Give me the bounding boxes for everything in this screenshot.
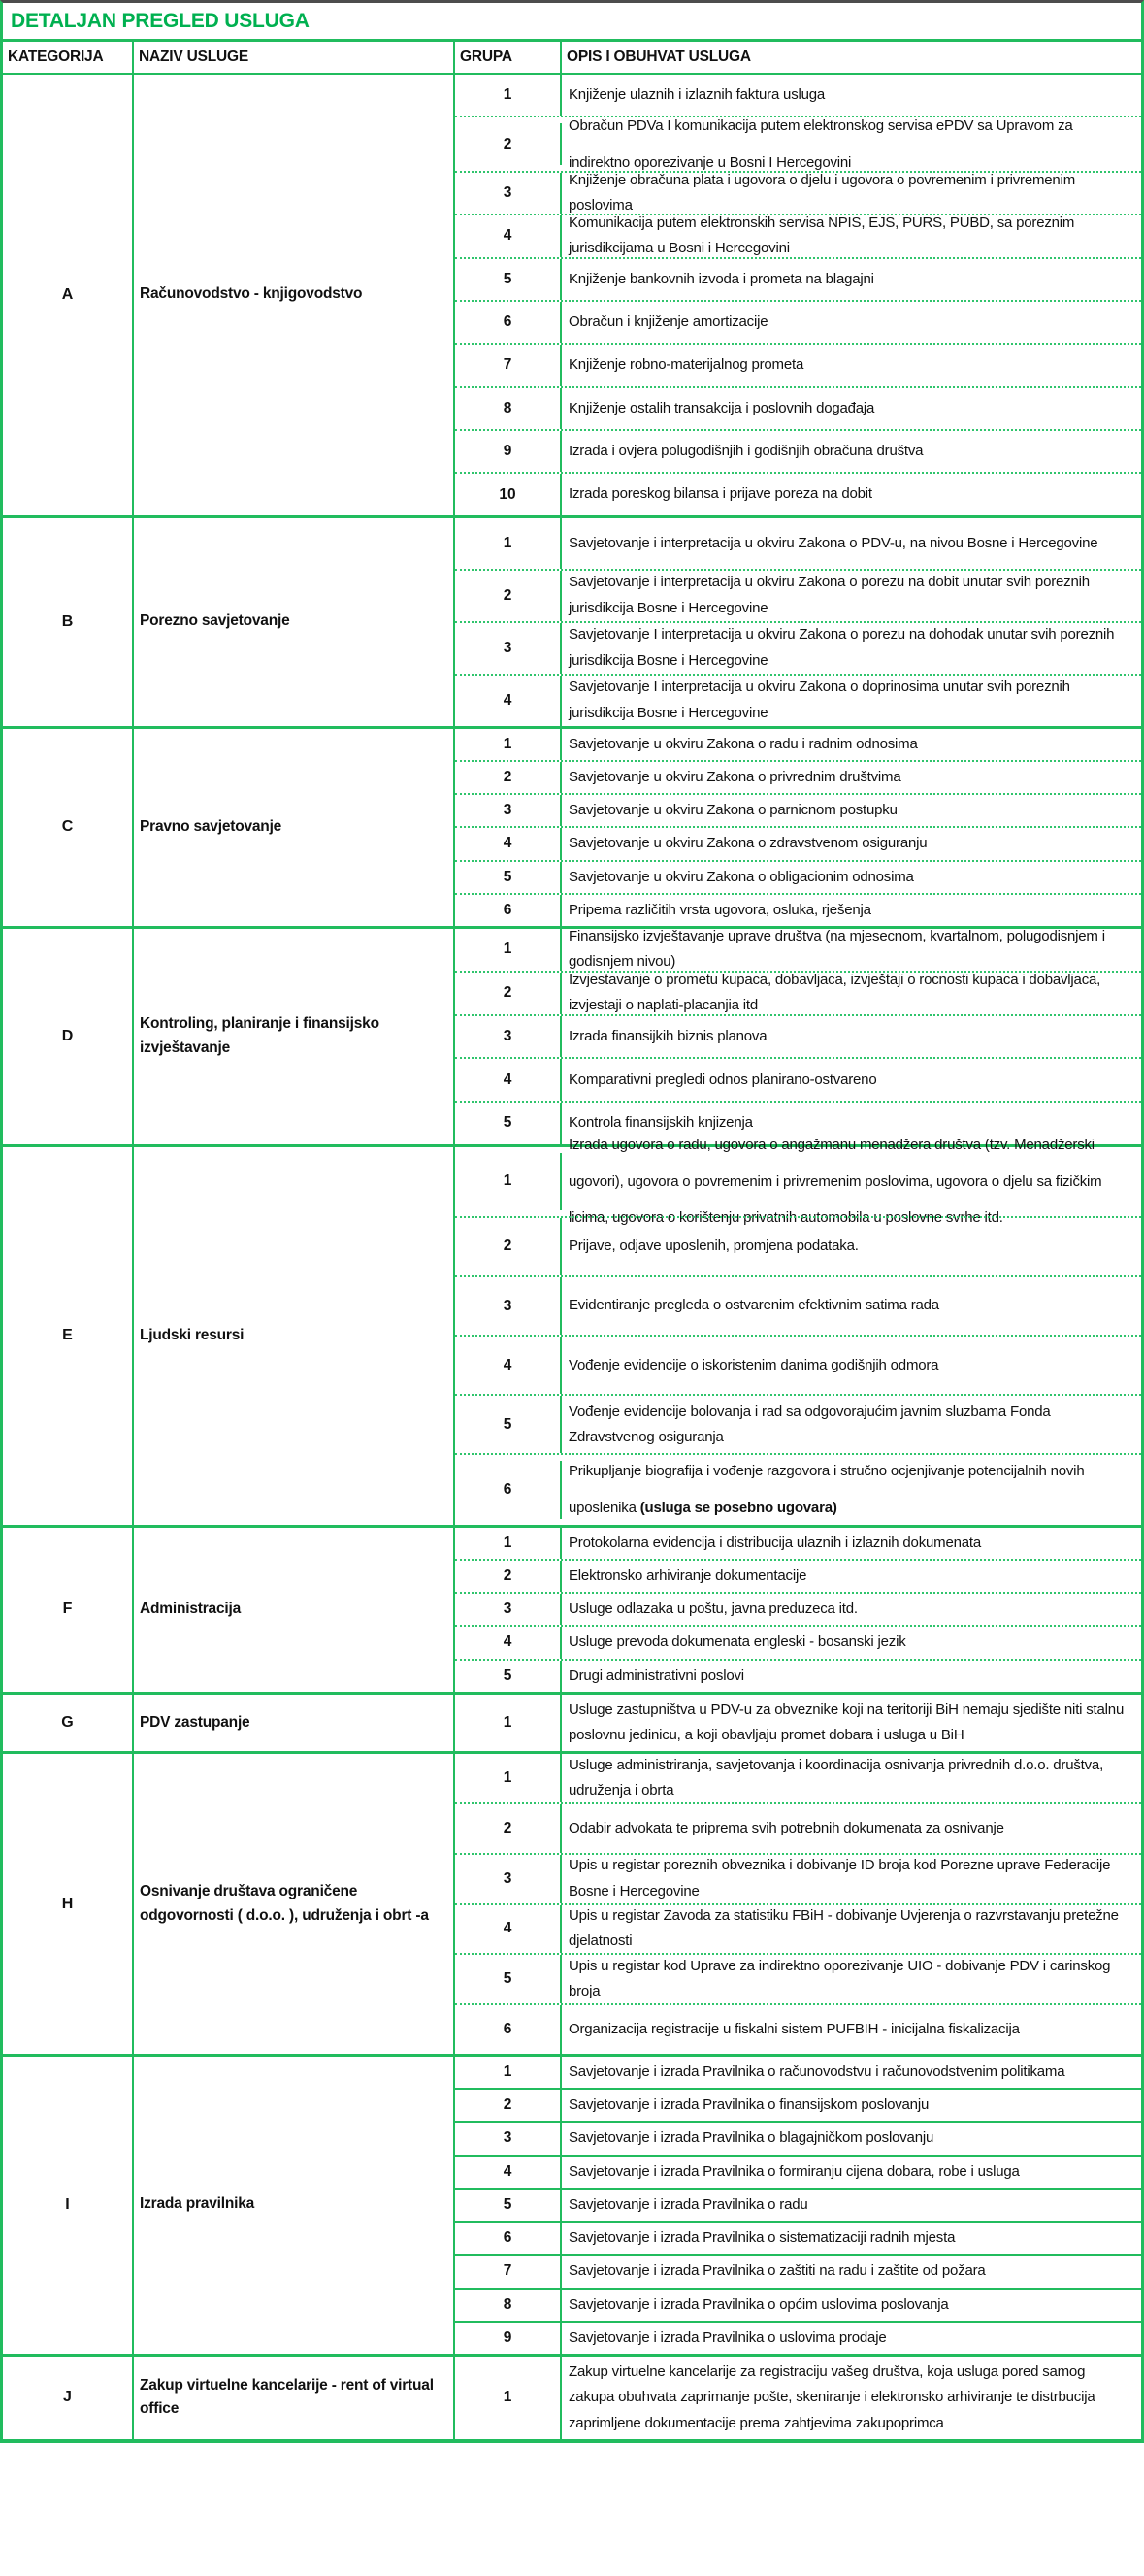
- table-row: [455, 1625, 1141, 1658]
- column-header-kategorija: KATEGORIJA: [3, 42, 134, 73]
- table-row: [455, 569, 1141, 621]
- description-text: Savjetovanje i izrada Pravilnika o računovodstvu i računovodstvenim politikama: [569, 2063, 1065, 2080]
- description-text: Prikupljanje biografija i vođenje razgovora i stručno ocjenjivanje potencijalnih novih uposlenika (usluga se posebno ugovara): [569, 1463, 1085, 1516]
- table-row: [455, 1853, 1141, 1903]
- group-number: 2: [455, 123, 562, 164]
- description-text: Kontrola finansijskih knjizenja: [569, 1114, 753, 1132]
- table-row: [455, 1057, 1141, 1101]
- description-text: Knjiženje obračuna plata i ugovora o djelu i ugovora o povremenim i privremenim poslovima: [569, 171, 1075, 214]
- service-description: [562, 117, 1141, 171]
- table-row: [455, 760, 1141, 793]
- service-description: [562, 302, 1141, 343]
- service-description: [562, 2256, 1141, 2287]
- group-number: 9: [455, 431, 562, 472]
- service-description: [562, 1137, 1141, 1227]
- description-text: Vođenje evidencije o iskoristenim danima godišnjih odmora: [569, 1356, 939, 1373]
- table-row: [455, 1592, 1141, 1625]
- service-description: [562, 1804, 1141, 1853]
- service-description: [562, 2005, 1141, 2054]
- description-text: Savjetovanje i izrada Pravilnika o sistematizaciji radnih mjesta: [569, 2229, 956, 2246]
- table-row: [455, 257, 1141, 300]
- table-row: [455, 1802, 1141, 1853]
- description-text: Obračun i knjiženje amortizacije: [569, 313, 768, 330]
- table-row: [455, 300, 1141, 343]
- service-description: [562, 828, 1141, 859]
- table-row: [455, 2121, 1141, 2154]
- group-number: 1: [455, 75, 562, 116]
- description-text: Savjetovanje I interpretacija u okviru Zakona o doprinosima unutar svih poreznih jurisdikcija Bosne i Hercegovine: [569, 678, 1070, 721]
- description-text: Izvjestavanje o prometu kupaca, dobavljaca, izvještaji o rocnosti kupaca i dobavljaca, izvjestaji o naplati-placanjia itd: [569, 971, 1101, 1014]
- description-text: Savjetovanje u okviru Zakona o zdravstvenom osiguranju: [569, 835, 928, 852]
- group-number: 1: [455, 1153, 562, 1210]
- category-block-D: [3, 926, 1141, 1144]
- table-row: [455, 429, 1141, 472]
- group-number: 1: [455, 1528, 562, 1559]
- group-number: 4: [455, 1905, 562, 1954]
- group-number: 2: [455, 1218, 562, 1275]
- description-text: Savjetovanje i interpretacija u okviru Zakona o PDV-u, na nivou Bosne i Hercegovine: [569, 534, 1098, 551]
- category-letter: C: [3, 729, 134, 927]
- description-text: Zakup virtuelne kancelarije za registraciju vašeg društva, koja usluga pored samog zakupa obuhvata zaprimanje pošte, skeniranje i elektronsko arhiviranje te distrbucija zaprimljene dokumentacije prema zahtjevima zakupoprimca: [569, 2363, 1095, 2431]
- service-description: [562, 2057, 1141, 2088]
- service-description: [562, 1661, 1141, 1692]
- table-row: [455, 971, 1141, 1014]
- description-text: Elektronsko arhiviranje dokumentacije: [569, 1567, 807, 1584]
- description-text: Komparativni pregledi odnos planirano-ostvareno: [569, 1071, 877, 1088]
- group-number: 5: [455, 1955, 562, 2003]
- description-text: Knjiženje ulaznih i izlaznih faktura usluga: [569, 86, 826, 104]
- table-row: [455, 1216, 1141, 1275]
- table-row: [455, 2155, 1141, 2188]
- table-row: [455, 1335, 1141, 1394]
- description-text: Odabir advokata te priprema svih potrebnih dokumenata za osnivanje: [569, 1819, 1004, 1836]
- group-number: 6: [455, 2005, 562, 2054]
- table-row: [455, 472, 1141, 514]
- service-description: [562, 1955, 1141, 2003]
- service-name: Zakup virtuelne kancelarije - rent of virtual office: [134, 2357, 455, 2439]
- description-text: Vođenje evidencije bolovanja i rad sa odgovorajućim javnim sluzbama Fonda Zdravstvenog osiguranja: [569, 1403, 1051, 1445]
- group-number: 5: [455, 862, 562, 893]
- service-name: PDV zastupanje: [134, 1695, 455, 1752]
- service-description: [562, 1905, 1141, 1954]
- service-description: [562, 795, 1141, 826]
- group-number: 4: [455, 1337, 562, 1394]
- description-text: Knjiženje robno-materijalnog prometa: [569, 356, 804, 374]
- group-number: 6: [455, 895, 562, 926]
- group-number: 8: [455, 2290, 562, 2321]
- service-description: [562, 1461, 1141, 1518]
- group-rows: [455, 929, 1141, 1144]
- description-text: Drugi administrativni poslovi: [569, 1667, 744, 1684]
- group-number: 6: [455, 2223, 562, 2254]
- service-description: [562, 1396, 1141, 1453]
- column-header-naziv-usluge: NAZIV USLUGE: [134, 42, 455, 73]
- group-rows: [455, 1754, 1141, 2054]
- group-rows: [455, 1137, 1141, 1525]
- group-number: 4: [455, 676, 562, 726]
- category-letter: I: [3, 2057, 134, 2354]
- description-text: Izrada i ovjera polugodišnjih i godišnjih obračuna društva: [569, 443, 924, 460]
- table-row: [455, 2288, 1141, 2321]
- table-row: [455, 1953, 1141, 2003]
- group-number: 1: [455, 1695, 562, 1752]
- table-row: [455, 1137, 1141, 1227]
- service-description: [562, 973, 1141, 1014]
- table-row: [455, 2003, 1141, 2054]
- table-header: [3, 42, 1141, 75]
- description-text: Protokolarna evidencija i distribucija ulaznih i izlaznih dokumenata: [569, 1534, 981, 1551]
- group-number: 10: [455, 474, 562, 514]
- category-letter: E: [3, 1147, 134, 1525]
- table-row: [455, 826, 1141, 859]
- description-text: Savjetovanje i izrada Pravilnika o formiranju cijena dobara, robe i usluga: [569, 2163, 1020, 2180]
- group-number: 1: [455, 2057, 562, 2088]
- group-rows: [455, 1528, 1141, 1692]
- group-number: 2: [455, 2090, 562, 2121]
- table-row: [455, 674, 1141, 726]
- service-description: [562, 1561, 1141, 1592]
- description-text: Usluge prevoda dokumenata engleski - bosanski jezik: [569, 1634, 906, 1651]
- category-letter: D: [3, 929, 134, 1144]
- service-description: [562, 2157, 1141, 2188]
- description-text: Izrada poreskog bilansa i prijave poreza na dobit: [569, 485, 872, 503]
- page-title: DETALJAN PREGLED USLUGA: [3, 3, 1141, 42]
- group-number: 7: [455, 345, 562, 385]
- category-block-C: [3, 726, 1141, 927]
- group-number: 2: [455, 571, 562, 621]
- group-number: 1: [455, 518, 562, 569]
- group-number: 1: [455, 2357, 562, 2439]
- category-letter: H: [3, 1754, 134, 2054]
- category-block-J: [3, 2354, 1141, 2439]
- description-text: Komunikacija putem elektronskih servisa NPIS, EJS, PURS, PUBD, sa poreznim jurisdikcijama u Bosni i Hercegovini: [569, 215, 1075, 257]
- group-rows: [455, 518, 1141, 726]
- group-rows: [455, 729, 1141, 927]
- group-number: 1: [455, 929, 562, 971]
- group-number: 3: [455, 1594, 562, 1625]
- table-row: [455, 214, 1141, 256]
- table-row: [455, 793, 1141, 826]
- service-description: [562, 1016, 1141, 1058]
- category-block-I: [3, 2054, 1141, 2354]
- service-description: [562, 676, 1141, 726]
- category-letter: A: [3, 75, 134, 515]
- description-text: Savjetovanje I interpretacija u okviru Zakona o porezu na dohodak unutar svih poreznih jurisdikcija Bosne i Hercegovine: [569, 626, 1115, 669]
- table-row: [455, 386, 1141, 429]
- service-description: [562, 895, 1141, 926]
- service-description: [562, 1337, 1141, 1394]
- description-text: Pripema različitih vrsta ugovora, osluka, rješenja: [569, 901, 871, 918]
- group-number: 2: [455, 1561, 562, 1592]
- service-description: [562, 571, 1141, 621]
- group-number: 5: [455, 1396, 562, 1453]
- service-description: [562, 2223, 1141, 2254]
- group-number: 5: [455, 2190, 562, 2221]
- group-rows: [455, 2057, 1141, 2354]
- group-number: 3: [455, 173, 562, 214]
- column-header-opis: OPIS I OBUHVAT USLUGA: [567, 49, 751, 65]
- description-text: Usluge odlazaka u poštu, javna preduzeca itd.: [569, 1601, 858, 1617]
- service-description: [562, 431, 1141, 472]
- service-description: [562, 474, 1141, 514]
- table-row: [455, 1014, 1141, 1058]
- description-text: Usluge administriranja, savjetovanja i koordinacija osnivanja privrednih d.o.o. društva, udruženja i obrta: [569, 1756, 1104, 1800]
- service-description: [562, 173, 1141, 214]
- description-text: Savjetovanje i izrada Pravilnika o zaštiti na radu i zaštite od požara: [569, 2262, 986, 2280]
- group-number: 6: [455, 1461, 562, 1518]
- description-text: Usluge zastupništva u PDV-u za obveznike koji na teritoriji BiH nemaju sjedište niti stalnu poslovnu jedinicu, a koji obavljaju promet dobara i usluga u BiH: [569, 1701, 1125, 1743]
- description-text: Savjetovanje i izrada Pravilnika o radu: [569, 2196, 808, 2213]
- service-description: [562, 215, 1141, 256]
- group-number: 3: [455, 2123, 562, 2154]
- description-text: Finansijsko izvještavanje uprave društva (na mjesecnom, kvartalnom, polugodisnjem i godisnjem nivou): [569, 928, 1105, 971]
- service-description: [562, 2090, 1141, 2121]
- category-block-H: [3, 1751, 1141, 2054]
- service-name: Računovodstvo - knjigovodstvo: [134, 75, 455, 515]
- service-description: [562, 623, 1141, 674]
- group-number: 2: [455, 762, 562, 793]
- description-text: Savjetovanje u okviru Zakona o radu i radnim odnosima: [569, 735, 918, 752]
- group-number: 5: [455, 259, 562, 300]
- table-row: [455, 1659, 1141, 1692]
- table-row: [455, 2254, 1141, 2287]
- table-row: [455, 1453, 1141, 1524]
- group-rows: [455, 1695, 1141, 1752]
- table-row: [455, 1394, 1141, 1453]
- description-text: Upis u registar kod Uprave za indirektno oporezivanje UIO - dobivanje PDV i carinskog broja: [569, 1957, 1111, 2000]
- category-letter: J: [3, 2357, 134, 2439]
- service-description: [562, 929, 1141, 971]
- service-description: [562, 1855, 1141, 1903]
- description-text: Savjetovanje i izrada Pravilnika o općim uslovima poslovanja: [569, 2295, 949, 2313]
- group-number: 4: [455, 1059, 562, 1101]
- service-description: [562, 2290, 1141, 2321]
- description-text: Upis u registar Zavoda za statistiku FBiH - dobivanje Uvjerenja o razvrstavanju pretežne djelatnosti: [569, 1907, 1119, 1950]
- description-text: Organizacija registracije u fiskalni sistem PUFBIH - inicijalna fiskalizacija: [569, 2020, 1020, 2037]
- group-number: 3: [455, 795, 562, 826]
- table-row: [455, 860, 1141, 893]
- table-row: [455, 893, 1141, 926]
- service-description: [562, 862, 1141, 893]
- description-text: Evidentiranje pregleda o ostvarenim efektivnim satima rada: [569, 1297, 939, 1314]
- category-block-E: [3, 1137, 1141, 1525]
- description-text: Obračun PDVa I komunikacija putem elektronskog servisa ePDV sa Upravom za indirektno oporezivanje u Bosni I Hercegovini: [569, 117, 1073, 171]
- group-number: 4: [455, 1627, 562, 1658]
- group-number: 3: [455, 623, 562, 674]
- service-description: [562, 2123, 1141, 2154]
- group-number: 6: [455, 302, 562, 343]
- service-description: [562, 1277, 1141, 1335]
- column-header-grupa: GRUPA: [455, 42, 562, 73]
- table-row: [455, 518, 1141, 569]
- service-description: [562, 345, 1141, 385]
- table-row: [455, 1528, 1141, 1559]
- description-text: Knjiženje ostalih transakcija i poslovnih događaja: [569, 399, 875, 416]
- group-rows: [455, 75, 1141, 515]
- table-row: [455, 2221, 1141, 2254]
- service-name: Izrada pravilnika: [134, 2057, 455, 2354]
- table-row: [455, 621, 1141, 674]
- table-body: [3, 75, 1141, 2439]
- table-row: [455, 1275, 1141, 1335]
- table-row: [455, 1754, 1141, 1802]
- service-description: [562, 1627, 1141, 1658]
- table-row: [455, 2088, 1141, 2121]
- table-row: [455, 2321, 1141, 2354]
- service-name: Ljudski resursi: [134, 1147, 455, 1525]
- service-description: [562, 2323, 1141, 2354]
- description-text: Savjetovanje i izrada Pravilnika o uslovima prodaje: [569, 2328, 887, 2346]
- description-text: Savjetovanje i izrada Pravilnika o finansijskom poslovanju: [569, 2097, 930, 2113]
- service-description: [562, 1695, 1141, 1752]
- table-row: [455, 2357, 1141, 2439]
- description-text: Savjetovanje u okviru Zakona o parnicnom postupku: [569, 802, 898, 818]
- service-description: [562, 1218, 1141, 1275]
- category-block-A: [3, 75, 1141, 515]
- group-number: 3: [455, 1855, 562, 1903]
- category-letter: B: [3, 518, 134, 726]
- service-description: [562, 1528, 1141, 1559]
- table-row: [455, 1559, 1141, 1592]
- service-name: Kontroling, planiranje i finansijsko izvještavanje: [134, 929, 455, 1144]
- group-number: 2: [455, 973, 562, 1014]
- category-block-B: [3, 515, 1141, 726]
- service-description: [562, 1594, 1141, 1625]
- group-number: 3: [455, 1277, 562, 1335]
- group-number: 9: [455, 2323, 562, 2354]
- service-description: [562, 518, 1141, 569]
- category-letter: G: [3, 1695, 134, 1752]
- description-text: Savjetovanje i izrada Pravilnika o blagajničkom poslovanju: [569, 2130, 934, 2147]
- table-row: [455, 171, 1141, 214]
- description-text: Savjetovanje u okviru Zakona o obligacionim odnosima: [569, 868, 914, 885]
- group-number: 4: [455, 828, 562, 859]
- category-block-F: [3, 1525, 1141, 1692]
- group-number: 1: [455, 1754, 562, 1802]
- group-number: 4: [455, 215, 562, 256]
- table-row: [455, 1695, 1141, 1752]
- group-number: 8: [455, 388, 562, 429]
- table-row: [455, 116, 1141, 170]
- service-name: Osnivanje društava ograničene odgovornosti ( d.o.o. ), udruženja i obrt -a: [134, 1754, 455, 2054]
- table-row: [455, 343, 1141, 385]
- service-description: [562, 2190, 1141, 2221]
- group-number: 5: [455, 1103, 562, 1144]
- category-letter: F: [3, 1528, 134, 1692]
- service-description: [562, 388, 1141, 429]
- description-text: Knjiženje bankovnih izvoda i prometa na blagajni: [569, 270, 874, 287]
- description-text: Savjetovanje i interpretacija u okviru Zakona o porezu na dobit unutar svih poreznih jurisdikcija Bosne i Hercegovine: [569, 574, 1090, 616]
- table-row: [455, 2188, 1141, 2221]
- group-number: 2: [455, 1804, 562, 1853]
- table-row: [455, 729, 1141, 760]
- category-block-G: [3, 1692, 1141, 1752]
- group-number: 4: [455, 2157, 562, 2188]
- table-row: [455, 2057, 1141, 2088]
- table-row: [455, 1903, 1141, 1954]
- description-text: Izrada ugovora o radu, ugovora o angažmanu menadžera društva (tzv. Menadžerski ugovori), ugovora o povremenim i privremenim poslovima, ugovora o djelu sa fizičkim licima, ugovora o korištenju privatnih automobila u poslovne svrhe itd.: [569, 1137, 1102, 1227]
- service-description: [562, 1059, 1141, 1101]
- service-description: [562, 729, 1141, 760]
- table-row: [455, 929, 1141, 971]
- service-description: [562, 259, 1141, 300]
- description-text: Izrada finansijkih biznis planova: [569, 1027, 768, 1044]
- service-name: Porezno savjetovanje: [134, 518, 455, 726]
- group-rows: [455, 2357, 1141, 2439]
- service-description: [562, 2357, 1141, 2439]
- group-number: 1: [455, 729, 562, 760]
- service-description: [562, 762, 1141, 793]
- service-name: Administracija: [134, 1528, 455, 1692]
- group-number: 7: [455, 2256, 562, 2287]
- description-text: Upis u registar poreznih obveznika i dobivanje ID broja kod Porezne uprave Federacije Bosne i Hercegovine: [569, 1857, 1111, 1899]
- service-name: Pravno savjetovanje: [134, 729, 455, 927]
- service-description: [562, 1754, 1141, 1802]
- description-text: Prijave, odjave uposlenih, promjena podataka.: [569, 1238, 859, 1255]
- group-number: 3: [455, 1016, 562, 1058]
- group-number: 5: [455, 1661, 562, 1692]
- description-bold-note: (usluga se posebno ugovara): [639, 1499, 837, 1516]
- description-text: Savjetovanje u okviru Zakona o privrednim društvima: [569, 768, 901, 785]
